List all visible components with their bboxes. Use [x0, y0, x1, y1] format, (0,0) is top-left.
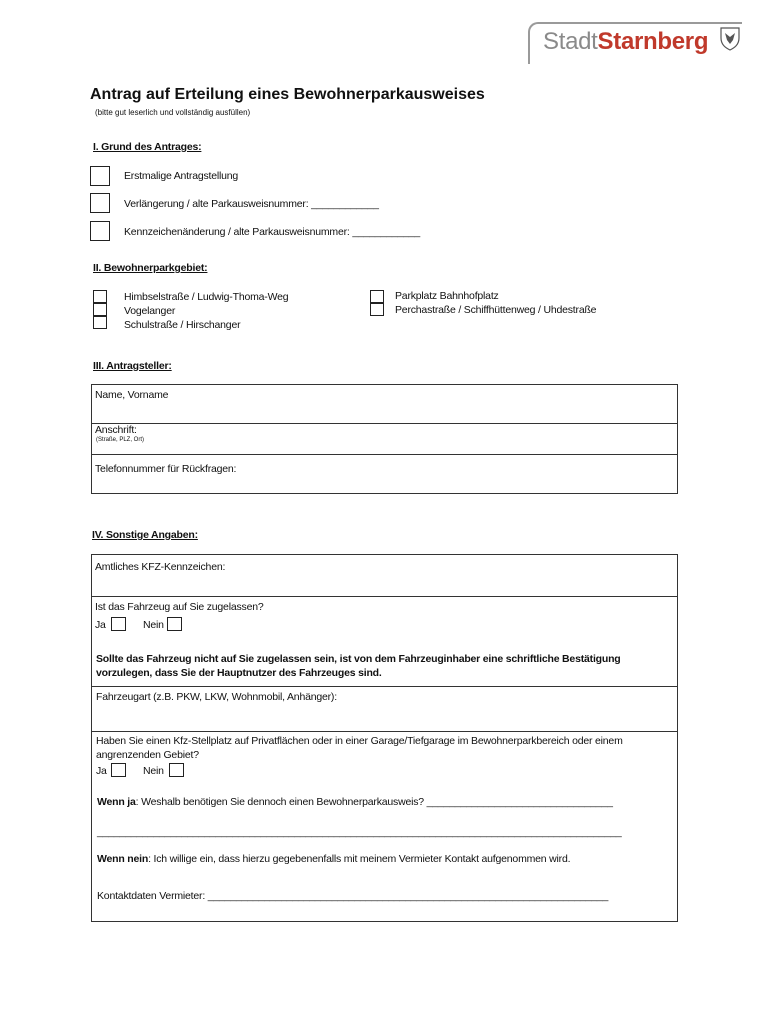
parking-question-line-2: angrenzenden Gebiet?: [96, 749, 199, 761]
phone-field-label: Telefonnummer für Rückfragen:: [95, 463, 237, 475]
area-himbselstrasse-label: Himbselstraße / Ludwig-Thoma-Weg: [124, 291, 289, 303]
checkbox-schulstrasse[interactable]: [93, 316, 107, 329]
page-subtitle: (bitte gut leserlich und vollständig ausfüllen): [95, 108, 251, 117]
wenn-nein-label: Wenn nein: [97, 853, 149, 865]
landlord-contact-line[interactable]: Kontaktdaten Vermieter: _______________________________________________________________________: [97, 890, 609, 902]
checkbox-perchastrasse[interactable]: [370, 303, 384, 316]
address-input[interactable]: [150, 426, 676, 452]
area-schulstrasse-label: Schulstraße / Hirschanger: [124, 319, 241, 331]
section-2-heading: II. Bewohnerparkgebiet:: [93, 262, 208, 274]
area-perchastrasse-label: Perchastraße / Schiffhüttenweg / Uhdestraße: [395, 304, 597, 316]
checkbox-parking-no[interactable]: [169, 763, 184, 777]
parking-no-label: Nein: [143, 765, 164, 777]
vehicle-type-input[interactable]: [92, 706, 676, 729]
wenn-ja-label: Wenn ja: [97, 796, 136, 808]
area-bahnhofplatz-label: Parkplatz Bahnhofplatz: [395, 290, 499, 302]
checkbox-verlaengerung[interactable]: [90, 193, 110, 213]
name-field-label: Name, Vorname: [95, 389, 169, 401]
checkbox-parking-yes[interactable]: [111, 763, 126, 777]
parking-yes-label: Ja: [96, 765, 107, 777]
wenn-ja-text[interactable]: : Weshalb benötigen Sie dennoch einen Bewohnerparkausweis? _________________________________: [135, 796, 613, 808]
wenn-nein-text: : Ich willige ein, dass hierzu gegebenenfalls mit meinem Vermieter Kontakt aufgenommen wird.: [148, 853, 571, 865]
checkbox-registered-yes[interactable]: [111, 617, 126, 631]
wenn-ja-line: [97, 796, 613, 808]
checkbox-bahnhofplatz[interactable]: [370, 290, 384, 303]
notice-line-2: vorzulegen, dass Sie der Hauptnutzer des Fahrzeuges sind.: [96, 667, 382, 679]
phone-input[interactable]: [92, 476, 676, 492]
vehicle-type-label: Fahrzeugart (z.B. PKW, LKW, Wohnmobil, Anhänger):: [96, 691, 337, 703]
address-hint: (Straße, PLZ, Ort): [96, 437, 145, 443]
section-3-heading: III. Antragsteller:: [93, 360, 172, 372]
crest-icon: [720, 27, 740, 51]
checkbox-registered-no[interactable]: [167, 617, 182, 631]
city-logo: StadtStarnberg: [543, 28, 709, 55]
registered-question: Ist das Fahrzeug auf Sie zugelassen?: [95, 601, 264, 613]
divider: [91, 596, 678, 597]
checkbox-kennzeichenaenderung[interactable]: [90, 221, 110, 241]
divider: [91, 731, 678, 732]
blank-answer-line[interactable]: _____________________________________________________________________________________________: [97, 826, 622, 838]
option-verlaengerung-label: Verlängerung / alte Parkausweisnummer: ____________: [124, 198, 379, 210]
name-input[interactable]: [92, 400, 676, 422]
parking-question-line-1: Haben Sie einen Kfz-Stellplatz auf Privatflächen oder in einer Garage/Tiefgarage im Bewohnerparkbereich oder einem: [96, 735, 623, 747]
page-title: Antrag auf Erteilung eines Bewohnerparkausweises: [90, 86, 485, 103]
option-erstmalige-label: Erstmalige Antragstellung: [124, 170, 239, 182]
section-4-heading: IV. Sonstige Angaben:: [92, 529, 198, 541]
notice-line-1: Sollte das Fahrzeug nicht auf Sie zugelassen sein, ist von dem Fahrzeuginhaber eine schriftliche Bestätigung: [96, 653, 621, 665]
option-kennzeichenaenderung-label: Kennzeichenänderung / alte Parkausweisnummer: ____________: [124, 226, 421, 238]
registered-yes-label: Ja: [95, 619, 106, 631]
checkbox-vogelanger[interactable]: [93, 303, 107, 316]
registered-no-label: Nein: [143, 619, 164, 631]
address-field-label: Anschrift:: [95, 424, 137, 436]
section-1-heading: I. Grund des Antrages:: [93, 141, 202, 153]
divider: [91, 454, 678, 455]
plate-field-label: Amtliches KFZ-Kennzeichen:: [95, 561, 226, 573]
area-vogelanger-label: Vogelanger: [124, 305, 176, 317]
checkbox-erstmalige[interactable]: [90, 166, 110, 186]
checkbox-himbselstrasse[interactable]: [93, 290, 107, 303]
divider: [91, 686, 678, 687]
divider: [91, 423, 678, 424]
wenn-nein-line: [97, 853, 570, 865]
plate-input[interactable]: [92, 575, 676, 594]
